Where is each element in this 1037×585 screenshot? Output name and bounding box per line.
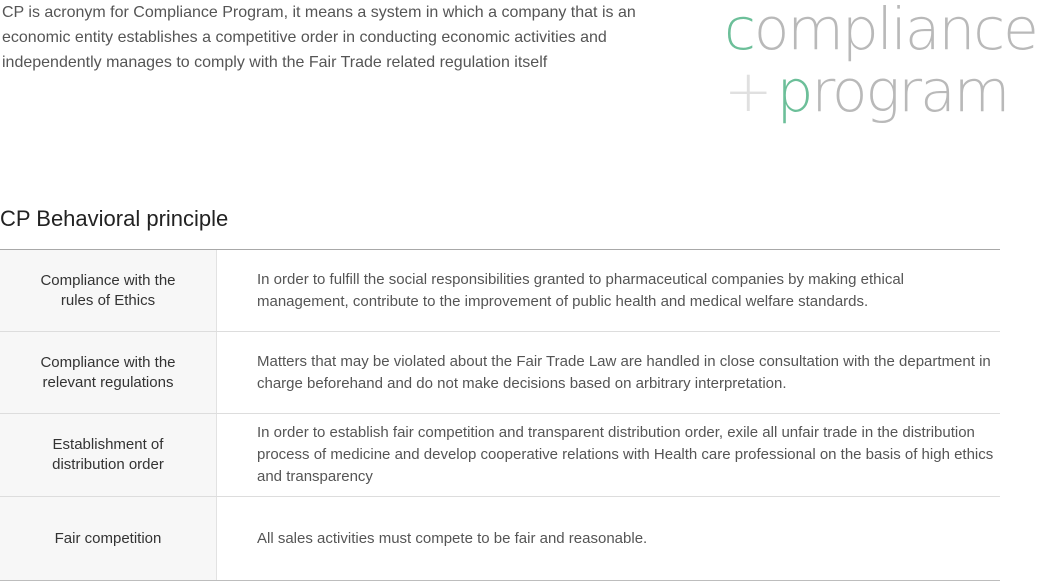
principle-name: Fair competition — [0, 497, 217, 580]
principle-name: Compliance with the rules of Ethics — [0, 250, 217, 331]
table-row — [0, 332, 1000, 414]
table-row — [0, 250, 1000, 332]
principle-description: All sales activities must compete to be fair and reasonable. — [257, 529, 648, 547]
principle-name: Compliance with the relevant regulations — [0, 332, 217, 413]
logo-line-program — [724, 57, 1009, 125]
section-title: CP Behavioral principle — [0, 206, 229, 231]
logo-accent-letter: c — [724, 0, 754, 63]
principle-description: In order to fulfill the social responsibilities granted to pharmaceutical companies by making ethical management, contribute to the improvement of public health and medical welfare standards. — [257, 270, 904, 310]
logo-word: ompliance — [753, 0, 1037, 63]
principle-description: In order to establish fair competition and transparent distribution order, exile all unfair trade in the distribution process of medicine and develop cooperative relations with Health care professional on the basis of high ethics and transparency — [257, 424, 994, 485]
logo-word: rogram — [811, 57, 1009, 125]
logo-plus-sign: + — [724, 57, 771, 125]
table-row — [0, 414, 1000, 497]
logo-line-compliance — [724, 0, 1037, 63]
intro-paragraph: CP is acronym for Compliance Program, it means a system in which a company that is an economic entity establishes a competitive order in conducting economic activities and independently manages to comply with the Fair Trade related regulation itself — [2, 4, 636, 71]
table-row — [0, 497, 1000, 581]
logo-accent-letter: p — [776, 57, 812, 125]
principle-description: Matters that may be violated about the Fair Trade Law are handled in close consultation with the department in charge beforehand and do not make decisions based on arbitrary interpretation. — [257, 352, 991, 392]
compliance-program-logo — [722, 0, 1037, 125]
principle-name: Establishment of distribution order — [0, 414, 217, 496]
principles-table — [0, 249, 1000, 581]
